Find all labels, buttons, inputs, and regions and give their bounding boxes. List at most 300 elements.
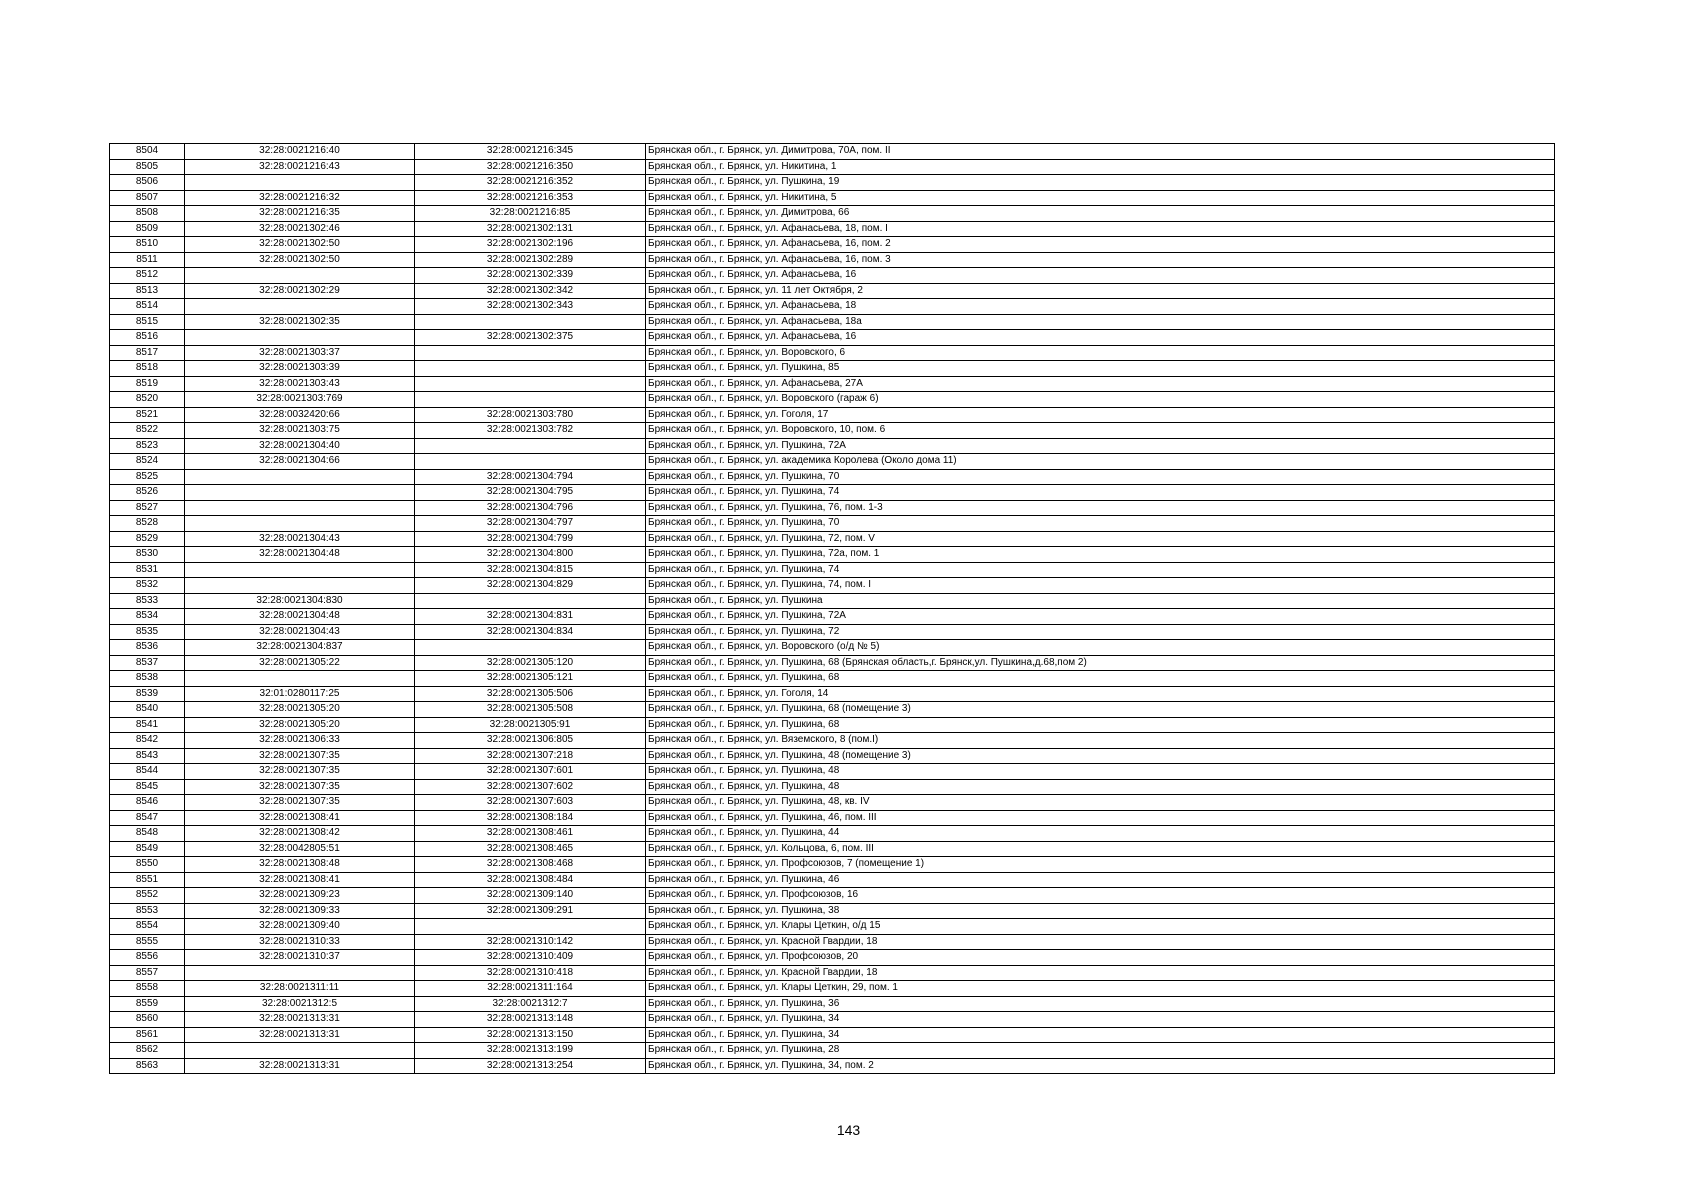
object-cadastral-number-cell: 32:28:0021309:291: [415, 903, 646, 919]
table-row: [110, 965, 1555, 981]
table-row: [110, 810, 1555, 826]
table-row: [110, 299, 1555, 315]
address-cell: Брянская обл., г. Брянск, ул. Пушкина, 76, пом. 1-3: [646, 500, 1555, 516]
row-number-cell: 8524: [110, 454, 185, 470]
table-row: [110, 950, 1555, 966]
row-number-cell: 8544: [110, 764, 185, 780]
object-cadastral-number-cell: 32:28:0021305:506: [415, 686, 646, 702]
land-cadastral-number-cell: [185, 500, 415, 516]
table-row: [110, 888, 1555, 904]
land-cadastral-number-cell: 32:28:0021304:48: [185, 547, 415, 563]
object-cadastral-number-cell: 32:28:0021216:353: [415, 190, 646, 206]
land-cadastral-number-cell: 32:28:0021302:50: [185, 252, 415, 268]
land-cadastral-number-cell: 32:28:0021307:35: [185, 795, 415, 811]
table-row: [110, 361, 1555, 377]
table-row: [110, 268, 1555, 284]
row-number-cell: 8531: [110, 562, 185, 578]
land-cadastral-number-cell: 32:28:0021304:66: [185, 454, 415, 470]
object-cadastral-number-cell: [415, 919, 646, 935]
object-cadastral-number-cell: 32:28:0021302:339: [415, 268, 646, 284]
table-row: [110, 764, 1555, 780]
row-number-cell: 8535: [110, 624, 185, 640]
address-cell: Брянская обл., г. Брянск, ул. Пушкина, 70: [646, 516, 1555, 532]
registry-table-body: [110, 144, 1555, 1074]
registry-table: [109, 143, 1555, 1074]
row-number-cell: 8543: [110, 748, 185, 764]
object-cadastral-number-cell: [415, 640, 646, 656]
land-cadastral-number-cell: 32:28:0021308:41: [185, 810, 415, 826]
land-cadastral-number-cell: 32:28:0021308:42: [185, 826, 415, 842]
row-number-cell: 8527: [110, 500, 185, 516]
row-number-cell: 8516: [110, 330, 185, 346]
row-number-cell: 8513: [110, 283, 185, 299]
table-row: [110, 733, 1555, 749]
row-number-cell: 8520: [110, 392, 185, 408]
table-row: [110, 345, 1555, 361]
land-cadastral-number-cell: 32:28:0021304:837: [185, 640, 415, 656]
row-number-cell: 8509: [110, 221, 185, 237]
land-cadastral-number-cell: [185, 299, 415, 315]
address-cell: Брянская обл., г. Брянск, ул. Пушкина, 68 (помещение 3): [646, 702, 1555, 718]
address-cell: Брянская обл., г. Брянск, ул. Гоголя, 17: [646, 407, 1555, 423]
object-cadastral-number-cell: 32:28:0021216:345: [415, 144, 646, 160]
address-cell: Брянская обл., г. Брянск, ул. Пушкина, 74: [646, 562, 1555, 578]
table-row: [110, 996, 1555, 1012]
table-row: [110, 702, 1555, 718]
row-number-cell: 8517: [110, 345, 185, 361]
address-cell: Брянская обл., г. Брянск, ул. Пушкина, 74, пом. I: [646, 578, 1555, 594]
row-number-cell: 8549: [110, 841, 185, 857]
object-cadastral-number-cell: 32:28:0021310:142: [415, 934, 646, 950]
address-cell: Брянская обл., г. Брянск, ул. Пушкина, 68: [646, 717, 1555, 733]
table-row: [110, 159, 1555, 175]
land-cadastral-number-cell: [185, 578, 415, 594]
land-cadastral-number-cell: 32:28:0021302:29: [185, 283, 415, 299]
address-cell: Брянская обл., г. Брянск, ул. Красной Гвардии, 18: [646, 965, 1555, 981]
object-cadastral-number-cell: 32:28:0021304:829: [415, 578, 646, 594]
address-cell: Брянская обл., г. Брянск, ул. 11 лет Октября, 2: [646, 283, 1555, 299]
land-cadastral-number-cell: 32:28:0021216:40: [185, 144, 415, 160]
address-cell: Брянская обл., г. Брянск, ул. Пушкина, 46: [646, 872, 1555, 888]
table-row: [110, 500, 1555, 516]
row-number-cell: 8506: [110, 175, 185, 191]
land-cadastral-number-cell: 32:01:0280117:25: [185, 686, 415, 702]
row-number-cell: 8505: [110, 159, 185, 175]
object-cadastral-number-cell: 32:28:0021313:150: [415, 1027, 646, 1043]
table-row: [110, 485, 1555, 501]
table-row: [110, 609, 1555, 625]
object-cadastral-number-cell: [415, 392, 646, 408]
address-cell: Брянская обл., г. Брянск, ул. Воровского (о/д № 5): [646, 640, 1555, 656]
row-number-cell: 8514: [110, 299, 185, 315]
row-number-cell: 8558: [110, 981, 185, 997]
object-cadastral-number-cell: 32:28:0021304:834: [415, 624, 646, 640]
table-row: [110, 407, 1555, 423]
object-cadastral-number-cell: 32:28:0021304:815: [415, 562, 646, 578]
land-cadastral-number-cell: 32:28:0021309:33: [185, 903, 415, 919]
address-cell: Брянская обл., г. Брянск, ул. Афанасьева, 27А: [646, 376, 1555, 392]
address-cell: Брянская обл., г. Брянск, ул. Пушкина, 46, пом. III: [646, 810, 1555, 826]
object-cadastral-number-cell: 32:28:0021308:468: [415, 857, 646, 873]
land-cadastral-number-cell: 32:28:0021313:31: [185, 1027, 415, 1043]
land-cadastral-number-cell: [185, 330, 415, 346]
row-number-cell: 8508: [110, 206, 185, 222]
land-cadastral-number-cell: 32:28:0021304:43: [185, 624, 415, 640]
object-cadastral-number-cell: 32:28:0021216:85: [415, 206, 646, 222]
object-cadastral-number-cell: 32:28:0021307:601: [415, 764, 646, 780]
land-cadastral-number-cell: 32:28:0021304:48: [185, 609, 415, 625]
table-row: [110, 655, 1555, 671]
object-cadastral-number-cell: [415, 593, 646, 609]
object-cadastral-number-cell: 32:28:0021308:484: [415, 872, 646, 888]
table-row: [110, 903, 1555, 919]
address-cell: Брянская обл., г. Брянск, ул. Пушкина, 68 (Брянская область,г. Брянск,ул. Пушкина,д.68,пом 2): [646, 655, 1555, 671]
table-row: [110, 438, 1555, 454]
object-cadastral-number-cell: 32:28:0021302:375: [415, 330, 646, 346]
address-cell: Брянская обл., г. Брянск, ул. Никитина, 1: [646, 159, 1555, 175]
land-cadastral-number-cell: 32:28:0021311:11: [185, 981, 415, 997]
row-number-cell: 8550: [110, 857, 185, 873]
table-row: [110, 671, 1555, 687]
address-cell: Брянская обл., г. Брянск, ул. Пушкина, 48, кв. IV: [646, 795, 1555, 811]
table-row: [110, 1012, 1555, 1028]
table-row: [110, 1058, 1555, 1074]
row-number-cell: 8536: [110, 640, 185, 656]
land-cadastral-number-cell: 32:28:0021306:33: [185, 733, 415, 749]
address-cell: Брянская обл., г. Брянск, ул. Афанасьева, 16: [646, 330, 1555, 346]
table-row: [110, 206, 1555, 222]
address-cell: Брянская обл., г. Брянск, ул. Пушкина, 70: [646, 469, 1555, 485]
address-cell: Брянская обл., г. Брянск, ул. Пушкина, 38: [646, 903, 1555, 919]
row-number-cell: 8511: [110, 252, 185, 268]
object-cadastral-number-cell: 32:28:0021302:342: [415, 283, 646, 299]
address-cell: Брянская обл., г. Брянск, ул. Афанасьева, 18а: [646, 314, 1555, 330]
table-row: [110, 454, 1555, 470]
table-row: [110, 144, 1555, 160]
object-cadastral-number-cell: 32:28:0021303:780: [415, 407, 646, 423]
land-cadastral-number-cell: 32:28:0021308:41: [185, 872, 415, 888]
object-cadastral-number-cell: 32:28:0021307:218: [415, 748, 646, 764]
land-cadastral-number-cell: 32:28:0021304:830: [185, 593, 415, 609]
row-number-cell: 8560: [110, 1012, 185, 1028]
table-row: [110, 469, 1555, 485]
land-cadastral-number-cell: 32:28:0021302:46: [185, 221, 415, 237]
row-number-cell: 8547: [110, 810, 185, 826]
table-row: [110, 423, 1555, 439]
row-number-cell: 8539: [110, 686, 185, 702]
address-cell: Брянская обл., г. Брянск, ул. Пушкина, 36: [646, 996, 1555, 1012]
object-cadastral-number-cell: [415, 314, 646, 330]
table-row: [110, 981, 1555, 997]
address-cell: Брянская обл., г. Брянск, ул. Кольцова, 6, пом. III: [646, 841, 1555, 857]
object-cadastral-number-cell: 32:28:0021306:805: [415, 733, 646, 749]
land-cadastral-number-cell: 32:28:0021308:48: [185, 857, 415, 873]
row-number-cell: 8557: [110, 965, 185, 981]
address-cell: Брянская обл., г. Брянск, ул. Пушкина, 72а, пом. 1: [646, 547, 1555, 563]
row-number-cell: 8552: [110, 888, 185, 904]
object-cadastral-number-cell: 32:28:0021304:794: [415, 469, 646, 485]
address-cell: Брянская обл., г. Брянск, ул. Пушкина, 72, пом. V: [646, 531, 1555, 547]
table-row: [110, 826, 1555, 842]
row-number-cell: 8515: [110, 314, 185, 330]
address-cell: Брянская обл., г. Брянск, ул. Профсоюзов, 20: [646, 950, 1555, 966]
address-cell: Брянская обл., г. Брянск, ул. Афанасьева, 18, пом. I: [646, 221, 1555, 237]
address-cell: Брянская обл., г. Брянск, ул. Пушкина, 19: [646, 175, 1555, 191]
object-cadastral-number-cell: [415, 345, 646, 361]
object-cadastral-number-cell: 32:28:0021305:508: [415, 702, 646, 718]
row-number-cell: 8507: [110, 190, 185, 206]
object-cadastral-number-cell: 32:28:0021304:799: [415, 531, 646, 547]
land-cadastral-number-cell: [185, 469, 415, 485]
address-cell: Брянская обл., г. Брянск, ул. Пушкина, 68: [646, 671, 1555, 687]
object-cadastral-number-cell: 32:28:0021313:199: [415, 1043, 646, 1059]
table-row: [110, 717, 1555, 733]
land-cadastral-number-cell: 32:28:0021216:32: [185, 190, 415, 206]
address-cell: Брянская обл., г. Брянск, ул. Пушкина, 48 (помещение 3): [646, 748, 1555, 764]
row-number-cell: 8523: [110, 438, 185, 454]
land-cadastral-number-cell: 32:28:0021303:769: [185, 392, 415, 408]
object-cadastral-number-cell: 32:28:0021305:121: [415, 671, 646, 687]
row-number-cell: 8563: [110, 1058, 185, 1074]
address-cell: Брянская обл., г. Брянск, ул. Красной Гвардии, 18: [646, 934, 1555, 950]
land-cadastral-number-cell: 32:28:0021303:39: [185, 361, 415, 377]
object-cadastral-number-cell: 32:28:0021305:91: [415, 717, 646, 733]
address-cell: Брянская обл., г. Брянск, ул. Клары Цеткин, 29, пом. 1: [646, 981, 1555, 997]
object-cadastral-number-cell: 32:28:0021302:289: [415, 252, 646, 268]
address-cell: Брянская обл., г. Брянск, ул. Воровского (гараж 6): [646, 392, 1555, 408]
land-cadastral-number-cell: [185, 562, 415, 578]
land-cadastral-number-cell: 32:28:0021302:50: [185, 237, 415, 253]
table-row: [110, 640, 1555, 656]
table-row: [110, 562, 1555, 578]
address-cell: Брянская обл., г. Брянск, ул. Афанасьева, 18: [646, 299, 1555, 315]
land-cadastral-number-cell: 32:28:0021302:35: [185, 314, 415, 330]
row-number-cell: 8510: [110, 237, 185, 253]
address-cell: Брянская обл., г. Брянск, ул. Вяземского, 8 (пом.I): [646, 733, 1555, 749]
address-cell: Брянская обл., г. Брянск, ул. Пушкина, 34, пом. 2: [646, 1058, 1555, 1074]
table-row: [110, 175, 1555, 191]
object-cadastral-number-cell: 32:28:0021313:148: [415, 1012, 646, 1028]
row-number-cell: 8551: [110, 872, 185, 888]
land-cadastral-number-cell: [185, 268, 415, 284]
object-cadastral-number-cell: 32:28:0021308:184: [415, 810, 646, 826]
address-cell: Брянская обл., г. Брянск, ул. Клары Цеткин, о/д 15: [646, 919, 1555, 935]
land-cadastral-number-cell: 32:28:0021313:31: [185, 1058, 415, 1074]
object-cadastral-number-cell: 32:28:0021303:782: [415, 423, 646, 439]
land-cadastral-number-cell: 32:28:0021303:37: [185, 345, 415, 361]
address-cell: Брянская обл., г. Брянск, ул. Пушкина, 72: [646, 624, 1555, 640]
land-cadastral-number-cell: 32:28:0021305:20: [185, 717, 415, 733]
address-cell: Брянская обл., г. Брянск, ул. Димитрова, 70А, пом. II: [646, 144, 1555, 160]
row-number-cell: 8537: [110, 655, 185, 671]
object-cadastral-number-cell: 32:28:0021310:418: [415, 965, 646, 981]
object-cadastral-number-cell: 32:28:0021304:796: [415, 500, 646, 516]
row-number-cell: 8546: [110, 795, 185, 811]
row-number-cell: 8556: [110, 950, 185, 966]
object-cadastral-number-cell: 32:28:0021304:831: [415, 609, 646, 625]
land-cadastral-number-cell: 32:28:0021313:31: [185, 1012, 415, 1028]
object-cadastral-number-cell: 32:28:0021313:254: [415, 1058, 646, 1074]
table-row: [110, 795, 1555, 811]
table-row: [110, 314, 1555, 330]
row-number-cell: 8532: [110, 578, 185, 594]
land-cadastral-number-cell: 32:28:0021305:22: [185, 655, 415, 671]
row-number-cell: 8518: [110, 361, 185, 377]
land-cadastral-number-cell: 32:28:0021216:43: [185, 159, 415, 175]
address-cell: Брянская обл., г. Брянск, ул. Воровского, 10, пом. 6: [646, 423, 1555, 439]
object-cadastral-number-cell: 32:28:0021216:352: [415, 175, 646, 191]
land-cadastral-number-cell: 32:28:0021303:43: [185, 376, 415, 392]
table-row: [110, 1043, 1555, 1059]
land-cadastral-number-cell: 32:28:0021304:43: [185, 531, 415, 547]
address-cell: Брянская обл., г. Брянск, ул. Профсоюзов, 7 (помещение 1): [646, 857, 1555, 873]
table-row: [110, 237, 1555, 253]
address-cell: Брянская обл., г. Брянск, ул. Афанасьева, 16, пом. 3: [646, 252, 1555, 268]
row-number-cell: 8538: [110, 671, 185, 687]
row-number-cell: 8534: [110, 609, 185, 625]
address-cell: Брянская обл., г. Брянск, ул. Афанасьева, 16: [646, 268, 1555, 284]
address-cell: Брянская обл., г. Брянск, ул. Профсоюзов, 16: [646, 888, 1555, 904]
row-number-cell: 8522: [110, 423, 185, 439]
land-cadastral-number-cell: 32:28:0042805:51: [185, 841, 415, 857]
row-number-cell: 8545: [110, 779, 185, 795]
table-row: [110, 919, 1555, 935]
row-number-cell: 8521: [110, 407, 185, 423]
address-cell: Брянская обл., г. Брянск, ул. Пушкина, 34: [646, 1012, 1555, 1028]
address-cell: Брянская обл., г. Брянск, ул. Никитина, 5: [646, 190, 1555, 206]
address-cell: Брянская обл., г. Брянск, ул. Пушкина: [646, 593, 1555, 609]
row-number-cell: 8504: [110, 144, 185, 160]
table-row: [110, 593, 1555, 609]
row-number-cell: 8561: [110, 1027, 185, 1043]
land-cadastral-number-cell: [185, 1043, 415, 1059]
row-number-cell: 8555: [110, 934, 185, 950]
object-cadastral-number-cell: 32:28:0021310:409: [415, 950, 646, 966]
address-cell: Брянская обл., г. Брянск, ул. Воровского, 6: [646, 345, 1555, 361]
address-cell: Брянская обл., г. Брянск, ул. академика Королева (Около дома 11): [646, 454, 1555, 470]
table-row: [110, 190, 1555, 206]
row-number-cell: 8541: [110, 717, 185, 733]
object-cadastral-number-cell: 32:28:0021304:795: [415, 485, 646, 501]
table-row: [110, 841, 1555, 857]
object-cadastral-number-cell: [415, 361, 646, 377]
land-cadastral-number-cell: [185, 516, 415, 532]
row-number-cell: 8553: [110, 903, 185, 919]
land-cadastral-number-cell: 32:28:0021310:37: [185, 950, 415, 966]
object-cadastral-number-cell: 32:28:0021304:797: [415, 516, 646, 532]
table-row: [110, 779, 1555, 795]
object-cadastral-number-cell: [415, 376, 646, 392]
land-cadastral-number-cell: 32:28:0021307:35: [185, 764, 415, 780]
table-row: [110, 376, 1555, 392]
table-row: [110, 578, 1555, 594]
address-cell: Брянская обл., г. Брянск, ул. Пушкина, 72А: [646, 609, 1555, 625]
table-row: [110, 252, 1555, 268]
land-cadastral-number-cell: 32:28:0021309:40: [185, 919, 415, 935]
table-row: [110, 872, 1555, 888]
table-row: [110, 1027, 1555, 1043]
land-cadastral-number-cell: 32:28:0021304:40: [185, 438, 415, 454]
table-row: [110, 686, 1555, 702]
land-cadastral-number-cell: 32:28:0021305:20: [185, 702, 415, 718]
land-cadastral-number-cell: [185, 485, 415, 501]
object-cadastral-number-cell: 32:28:0021307:603: [415, 795, 646, 811]
page-number: 143: [836, 1122, 861, 1138]
table-row: [110, 624, 1555, 640]
land-cadastral-number-cell: 32:28:0021303:75: [185, 423, 415, 439]
object-cadastral-number-cell: 32:28:0021308:465: [415, 841, 646, 857]
address-cell: Брянская обл., г. Брянск, ул. Гоголя, 14: [646, 686, 1555, 702]
address-cell: Брянская обл., г. Брянск, ул. Пушкина, 48: [646, 779, 1555, 795]
land-cadastral-number-cell: 32:28:0021309:23: [185, 888, 415, 904]
row-number-cell: 8529: [110, 531, 185, 547]
table-row: [110, 547, 1555, 563]
row-number-cell: 8554: [110, 919, 185, 935]
row-number-cell: 8525: [110, 469, 185, 485]
address-cell: Брянская обл., г. Брянск, ул. Пушкина, 44: [646, 826, 1555, 842]
object-cadastral-number-cell: 32:28:0021307:602: [415, 779, 646, 795]
table-row: [110, 857, 1555, 873]
table-row: [110, 392, 1555, 408]
object-cadastral-number-cell: 32:28:0021311:164: [415, 981, 646, 997]
address-cell: Брянская обл., г. Брянск, ул. Пушкина, 74: [646, 485, 1555, 501]
table-row: [110, 221, 1555, 237]
table-row: [110, 934, 1555, 950]
row-number-cell: 8526: [110, 485, 185, 501]
object-cadastral-number-cell: 32:28:0021302:131: [415, 221, 646, 237]
row-number-cell: 8533: [110, 593, 185, 609]
land-cadastral-number-cell: 32:28:0021307:35: [185, 779, 415, 795]
object-cadastral-number-cell: 32:28:0021308:461: [415, 826, 646, 842]
table-row: [110, 748, 1555, 764]
land-cadastral-number-cell: [185, 175, 415, 191]
table-row: [110, 516, 1555, 532]
land-cadastral-number-cell: 32:28:0032420:66: [185, 407, 415, 423]
object-cadastral-number-cell: 32:28:0021309:140: [415, 888, 646, 904]
row-number-cell: 8540: [110, 702, 185, 718]
object-cadastral-number-cell: 32:28:0021302:343: [415, 299, 646, 315]
land-cadastral-number-cell: 32:28:0021307:35: [185, 748, 415, 764]
row-number-cell: 8542: [110, 733, 185, 749]
row-number-cell: 8548: [110, 826, 185, 842]
address-cell: Брянская обл., г. Брянск, ул. Афанасьева, 16, пом. 2: [646, 237, 1555, 253]
object-cadastral-number-cell: [415, 438, 646, 454]
row-number-cell: 8530: [110, 547, 185, 563]
table-row: [110, 283, 1555, 299]
table-row: [110, 330, 1555, 346]
land-cadastral-number-cell: [185, 965, 415, 981]
table-row: [110, 531, 1555, 547]
row-number-cell: 8562: [110, 1043, 185, 1059]
address-cell: Брянская обл., г. Брянск, ул. Димитрова, 66: [646, 206, 1555, 222]
address-cell: Брянская обл., г. Брянск, ул. Пушкина, 72А: [646, 438, 1555, 454]
land-cadastral-number-cell: 32:28:0021312:5: [185, 996, 415, 1012]
object-cadastral-number-cell: [415, 454, 646, 470]
object-cadastral-number-cell: 32:28:0021305:120: [415, 655, 646, 671]
object-cadastral-number-cell: 32:28:0021302:196: [415, 237, 646, 253]
address-cell: Брянская обл., г. Брянск, ул. Пушкина, 34: [646, 1027, 1555, 1043]
object-cadastral-number-cell: 32:28:0021312:7: [415, 996, 646, 1012]
land-cadastral-number-cell: [185, 671, 415, 687]
address-cell: Брянская обл., г. Брянск, ул. Пушкина, 28: [646, 1043, 1555, 1059]
row-number-cell: 8528: [110, 516, 185, 532]
row-number-cell: 8559: [110, 996, 185, 1012]
address-cell: Брянская обл., г. Брянск, ул. Пушкина, 85: [646, 361, 1555, 377]
land-cadastral-number-cell: 32:28:0021216:35: [185, 206, 415, 222]
row-number-cell: 8519: [110, 376, 185, 392]
object-cadastral-number-cell: 32:28:0021304:800: [415, 547, 646, 563]
object-cadastral-number-cell: 32:28:0021216:350: [415, 159, 646, 175]
